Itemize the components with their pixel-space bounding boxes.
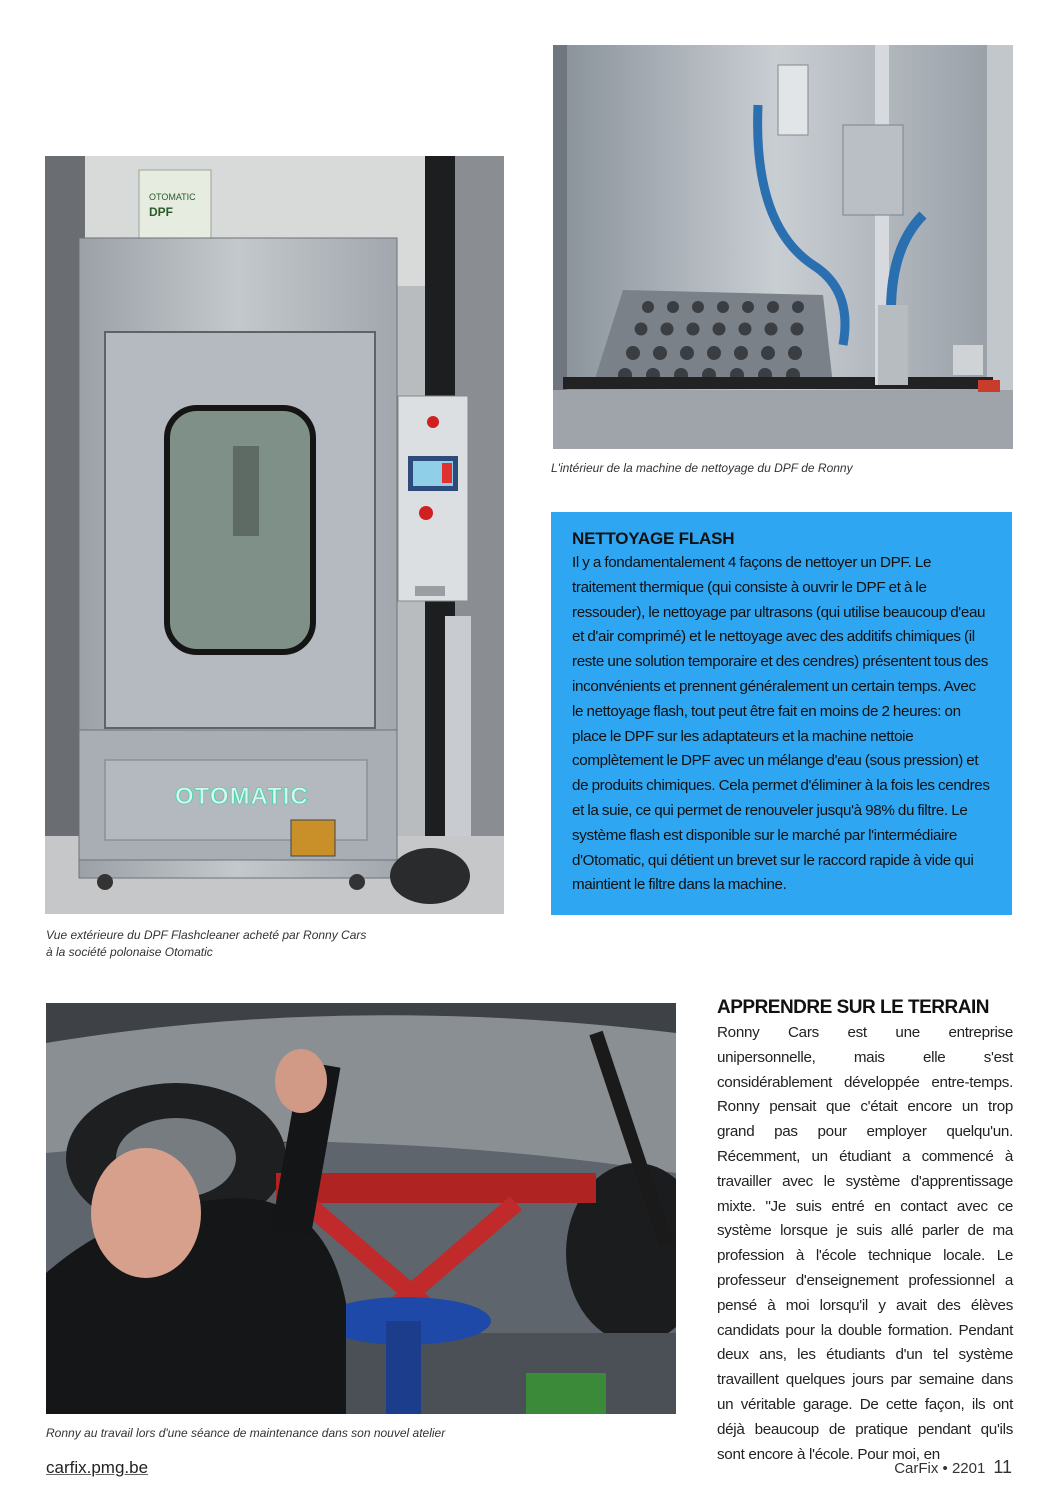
caption-ronny-at-work: Ronny au travail lors d'une séance de maintenance dans son nouvel atelier (46, 1426, 446, 1440)
photo-machine-exterior (45, 156, 504, 914)
photo-machine-interior (553, 45, 1013, 449)
section-apprendre-sur-le-terrain (717, 997, 1013, 1467)
footer-magazine-issue: CarFix • 2201 (894, 1460, 986, 1477)
info-box-nettoyage-flash (551, 512, 1012, 915)
caption-machine-exterior (46, 927, 366, 961)
jug-label-dpf: DPF (149, 205, 173, 219)
footer-page-number: 11 (993, 1457, 1012, 1477)
info-box-title: NETTOYAGE FLASH (572, 529, 735, 548)
section-body: Ronny Cars est une entreprise unipersonnelle, mais elle s'est considérablement développée entre-temps. Ronny pensait que c'était encore un trop grand pas pour employer quelqu'un. Récemment, un étudiant a commencé à travailler avec le système d'apprentissage mixte. "Je suis entré en contact avec ce système lorsque je suis allé parler de ma profession à l'école technique locale. Le professeur d'enseignement professionnel a pensé à moi lorsqu'il y avait des élèves candidats pour la double formation. Pendant deux ans, les étudiants d'un tel système travaillent quelques jours par semaine dans un véritable garage. De cette façon, ils ont déjà beaucoup de pratique pendant qu'ils sont encore à l'école. Pour moi, en (717, 1024, 1013, 1463)
machine-brand-text: OTOMATIC (175, 783, 309, 810)
footer-page-info (894, 1457, 1012, 1478)
caption-exterior-line2: à la société polonaise Otomatic (46, 945, 213, 959)
caption-machine-interior: L'intérieur de la machine de nettoyage du DPF de Ronny (551, 461, 853, 475)
info-box-body: Il y a fondamentalement 4 façons de nettoyer un DPF. Le traitement thermique (qui consiste à ouvrir le DPF et à le ressouder), le nettoyage par ultrasons (qui utilise beaucoup d'eau et d'air comprimé) et le nettoyage avec des additifs chimiques (il reste une solution temporaire et des cendres) présentent tous des inconvénients et prennent généralement un certain temps. Avec le nettoyage flash, tout peut être fait en moins de 2 heures: on place le DPF sur les adaptateurs et la machine nettoie complètement le DPF avec un mélange d'eau (sous pression) et de produits chimiques. Cela permet d'éliminer à la fois les cendres et la suie, ce qui permet de renouveler jusqu'à 98% du filtre. Le système flash est disponible sur le marché par l'intermédiaire d'Otomatic, qui détient un brevet sur le raccord rapide à vide qui maintient le filtre dans la machine. (572, 554, 990, 894)
caption-exterior-line1: Vue extérieure du DPF Flashcleaner acheté par Ronny Cars (46, 928, 367, 942)
photo-ronny-at-work (46, 1003, 676, 1414)
footer-website-link[interactable]: carfix.pmg.be (46, 1458, 149, 1477)
section-title: APPRENDRE SUR LE TERRAIN (717, 997, 989, 1018)
jug-label-brand: OTOMATIC (149, 192, 196, 202)
